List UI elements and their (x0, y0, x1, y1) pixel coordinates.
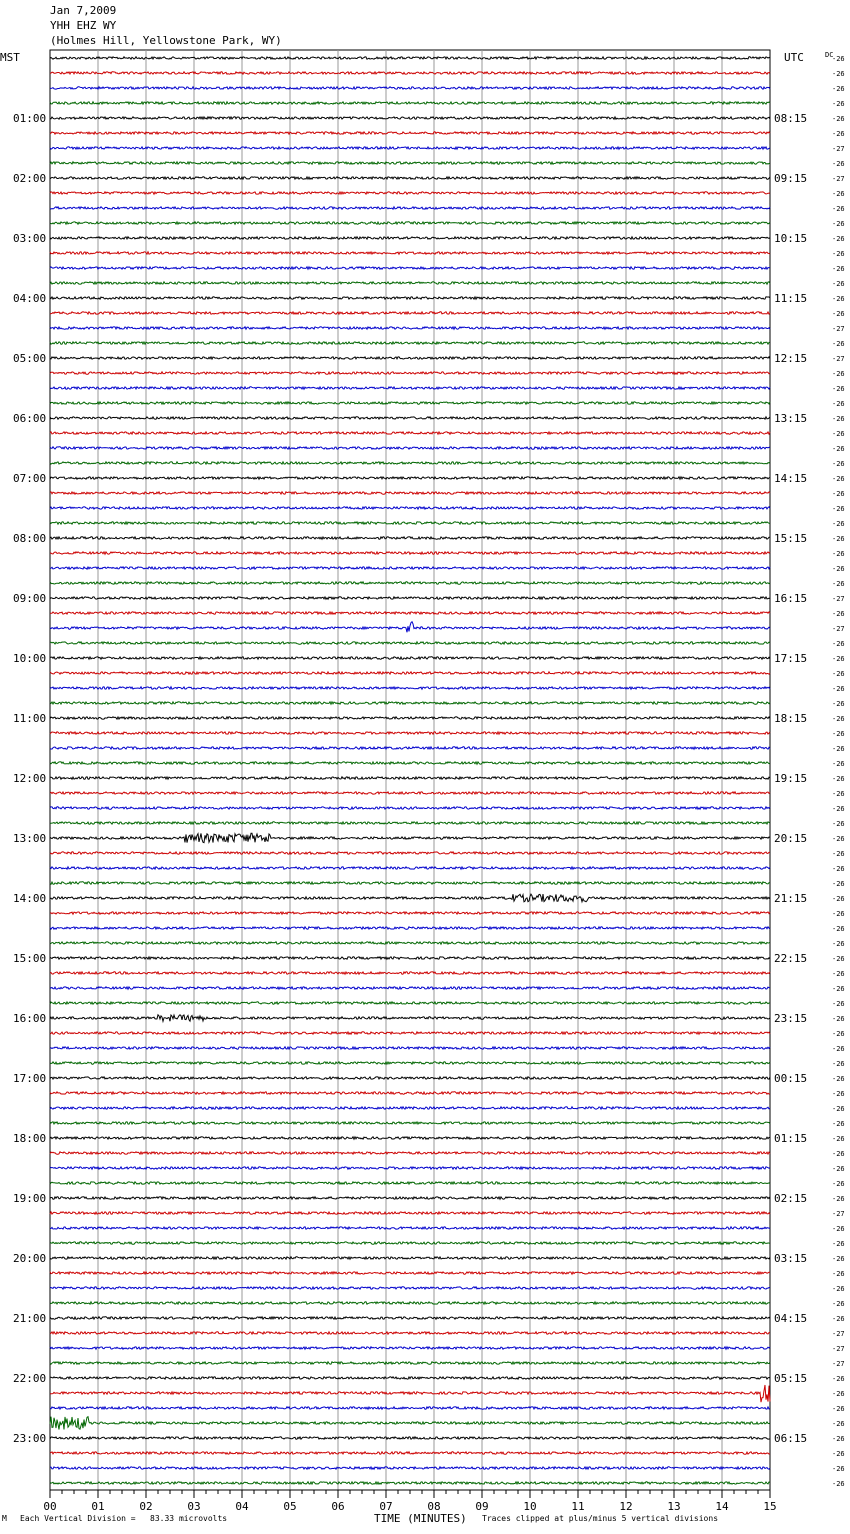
right-hour-label: 10:15 (774, 232, 808, 245)
trace-row (50, 1077, 770, 1079)
dc-offset-label: -26 (832, 250, 845, 258)
trace-row (50, 1212, 770, 1214)
trace-row (50, 1122, 770, 1124)
trace-row (50, 387, 770, 389)
dc-offset-label: -26 (832, 640, 845, 648)
dc-offset-label: -26 (832, 1165, 845, 1173)
dc-offset-label: -26 (832, 550, 845, 558)
dc-offset-label: -26 (832, 1450, 845, 1458)
dc-offset-label: -26 (832, 1180, 845, 1188)
trace-row (50, 972, 770, 974)
dc-offset-label: -26 (832, 265, 845, 273)
dc-offset-label: -26 (832, 295, 845, 303)
dc-offset-label: -26 (832, 340, 845, 348)
dc-offset-label: -26 (832, 1015, 845, 1023)
trace-row (50, 642, 770, 644)
left-hour-label: 11:00 (13, 712, 47, 725)
dc-offset-label: -26 (832, 310, 845, 318)
dc-offset-label: -26 (832, 1045, 845, 1053)
trace-row (50, 1152, 770, 1154)
trace-row (50, 1092, 770, 1094)
dc-offset-label: -27 (832, 175, 845, 183)
trace-row (50, 507, 770, 509)
header-location: (Holmes Hill, Yellowstone Park, WY) (50, 34, 282, 47)
dc-offset-label: -26 (832, 565, 845, 573)
trace-row (50, 852, 770, 854)
trace-row (50, 327, 770, 329)
dc-offset-label: -26 (832, 55, 845, 63)
trace-row (50, 702, 770, 704)
left-hour-label: 05:00 (13, 352, 47, 365)
left-hour-label: 04:00 (13, 292, 47, 305)
left-hour-label: 21:00 (13, 1312, 47, 1325)
dc-offset-label: -26 (832, 1480, 845, 1488)
dc-offset-label: -26 (832, 1090, 845, 1098)
trace-row (50, 867, 770, 869)
dc-offset-label: -26 (832, 115, 845, 123)
trace-row (50, 162, 770, 164)
left-hour-label: 18:00 (13, 1132, 47, 1145)
trace-row (50, 252, 770, 254)
trace-row (50, 102, 770, 104)
scale-note: Each Vertical Division = 83.33 microvolts (20, 1514, 228, 1523)
trace-row (50, 1015, 770, 1022)
trace-row (50, 432, 770, 434)
trace-row (50, 267, 770, 269)
trace-row (50, 687, 770, 689)
dc-offset-label: -26 (832, 805, 845, 813)
right-hour-label: 02:15 (774, 1192, 808, 1205)
trace-row (50, 492, 770, 494)
left-hour-label: 15:00 (13, 952, 47, 965)
dc-offset-label: -26 (832, 70, 845, 78)
trace-row (50, 762, 770, 764)
trace-row (50, 1272, 770, 1274)
dc-header-label: DC (825, 51, 834, 59)
trace-row (50, 177, 770, 179)
trace-row (50, 942, 770, 944)
trace-row (50, 447, 770, 449)
dc-offset-label: -26 (832, 385, 845, 393)
left-hour-label: 13:00 (13, 832, 47, 845)
header-station: YHH EHZ WY (50, 19, 117, 32)
trace-row (50, 1482, 770, 1484)
dc-offset-label: -26 (832, 1000, 845, 1008)
x-tick-label: 07 (379, 1500, 393, 1513)
dc-offset-label: -26 (832, 925, 845, 933)
trace-row (50, 132, 770, 134)
x-tick-label: 15 (763, 1500, 777, 1513)
x-axis (43, 1490, 776, 1513)
x-tick-label: 02 (139, 1500, 153, 1513)
x-tick-label: 04 (235, 1500, 249, 1513)
trace-row (50, 1377, 770, 1379)
trace-row (50, 657, 770, 659)
right-hour-label: 06:15 (774, 1432, 808, 1445)
dc-offset-label: -26 (832, 895, 845, 903)
trace-row (50, 1417, 770, 1430)
left-timezone-label: MST (0, 51, 20, 64)
trace-row (50, 1452, 770, 1454)
left-hour-label: 14:00 (13, 892, 47, 905)
dc-offset-label: -26 (832, 955, 845, 963)
trace-row (50, 792, 770, 794)
left-hour-label: 22:00 (13, 1372, 47, 1385)
dc-offset-label: -26 (832, 1120, 845, 1128)
right-hour-label: 15:15 (774, 532, 808, 545)
trace-row (50, 192, 770, 194)
dc-offset-label: -26 (832, 670, 845, 678)
dc-offset-label: -26 (832, 445, 845, 453)
dc-offset-label: -26 (832, 655, 845, 663)
dc-offset-label: -26 (832, 580, 845, 588)
dc-offset-label: -26 (832, 835, 845, 843)
dc-offset-label: -26 (832, 820, 845, 828)
left-hour-label: 20:00 (13, 1252, 47, 1265)
trace-row (50, 222, 770, 224)
dc-offset-label: -26 (832, 505, 845, 513)
trace-row (50, 372, 770, 374)
dc-offset-label: -26 (832, 490, 845, 498)
left-hour-label: 06:00 (13, 412, 47, 425)
right-hour-label: 01:15 (774, 1132, 808, 1145)
x-tick-label: 08 (427, 1500, 441, 1513)
right-hour-label: 21:15 (774, 892, 808, 905)
trace-row (50, 1032, 770, 1034)
trace-row (50, 957, 770, 959)
right-hour-label: 13:15 (774, 412, 808, 425)
trace-row (50, 1287, 770, 1289)
dc-offset-label: -27 (832, 1360, 845, 1368)
dc-offset-label: -26 (832, 745, 845, 753)
trace-row (50, 1362, 770, 1364)
dc-offset-label: -26 (832, 760, 845, 768)
left-hour-label: 07:00 (13, 472, 47, 485)
x-tick-label: 13 (667, 1500, 681, 1513)
trace-row (50, 1062, 770, 1064)
dc-offset-label: -26 (832, 1240, 845, 1248)
trace-row (50, 1047, 770, 1049)
trace-rows (50, 57, 770, 1484)
trace-row (50, 567, 770, 569)
trace-row (50, 477, 770, 479)
trace-row (50, 1257, 770, 1259)
dc-offset-label: -26 (832, 1315, 845, 1323)
trace-row (50, 912, 770, 914)
right-hour-label: 17:15 (774, 652, 808, 665)
x-tick-label: 03 (187, 1500, 201, 1513)
dc-offset-label: -26 (832, 370, 845, 378)
left-hour-label: 12:00 (13, 772, 47, 785)
trace-row (50, 552, 770, 554)
trace-row (50, 987, 770, 989)
dc-offset-label: -26 (832, 1300, 845, 1308)
left-hour-label: 09:00 (13, 592, 47, 605)
dc-offset-label: -27 (832, 355, 845, 363)
dc-offset-label: -26 (832, 1135, 845, 1143)
left-hour-label: 16:00 (13, 1012, 47, 1025)
trace-row (50, 612, 770, 614)
trace-row (50, 1467, 770, 1469)
left-hour-label: 10:00 (13, 652, 47, 665)
left-hour-label: 23:00 (13, 1432, 47, 1445)
dc-offset-label: -27 (832, 625, 845, 633)
header-date: Jan 7,2009 (50, 4, 117, 17)
right-hour-label: 14:15 (774, 472, 808, 485)
dc-offset-label: -26 (832, 1270, 845, 1278)
dc-offset-label: -26 (832, 1285, 845, 1293)
dc-offset-label: -26 (832, 910, 845, 918)
dc-offset-label: -27 (832, 145, 845, 153)
dc-offset-label: -26 (832, 280, 845, 288)
trace-row (50, 462, 770, 464)
right-timezone-label: UTC (784, 51, 804, 64)
trace-row (50, 1437, 770, 1439)
trace-row (50, 747, 770, 749)
right-hour-label: 19:15 (774, 772, 808, 785)
trace-row (50, 1302, 770, 1304)
right-hour-label: 09:15 (774, 172, 808, 185)
dc-offset-label: -26 (832, 400, 845, 408)
trace-row (50, 822, 770, 824)
dc-offset-label: -26 (832, 1060, 845, 1068)
trace-row (50, 582, 770, 584)
trace-row (50, 622, 770, 633)
dc-offset-label: -26 (832, 205, 845, 213)
trace-row (50, 72, 770, 74)
dc-offset-label: -26 (832, 1465, 845, 1473)
left-hour-label: 03:00 (13, 232, 47, 245)
clip-note: Traces clipped at plus/minus 5 vertical divisions (482, 1514, 719, 1523)
dc-offset-label: -26 (832, 880, 845, 888)
x-tick-label: 01 (91, 1500, 105, 1513)
dc-offset-label: -26 (832, 1105, 845, 1113)
trace-row (50, 1347, 770, 1349)
dc-offset-label: -26 (832, 985, 845, 993)
x-tick-label: 14 (715, 1500, 729, 1513)
trace-row (50, 537, 770, 539)
dc-offset-label: -26 (832, 940, 845, 948)
trace-row (50, 237, 770, 239)
dc-offset-label: -26 (832, 475, 845, 483)
trace-row (50, 402, 770, 404)
trace-row (50, 282, 770, 284)
dc-offset-label: -26 (832, 775, 845, 783)
dc-offset-label: -26 (832, 1375, 845, 1383)
right-hour-label: 04:15 (774, 1312, 808, 1325)
dc-offset-label: -26 (832, 850, 845, 858)
right-hour-label: 12:15 (774, 352, 808, 365)
dc-offset-label: -26 (832, 1030, 845, 1038)
trace-row (50, 57, 770, 59)
trace-row (50, 807, 770, 809)
trace-row (50, 207, 770, 209)
trace-row (50, 1167, 770, 1169)
left-hour-label: 02:00 (13, 172, 47, 185)
dc-offset-label: -26 (832, 130, 845, 138)
trace-row (50, 342, 770, 344)
trace-row (50, 927, 770, 929)
dc-offset-label: -26 (832, 865, 845, 873)
trace-row (50, 417, 770, 419)
x-tick-label: 06 (331, 1500, 345, 1513)
right-hour-label: 05:15 (774, 1372, 808, 1385)
dc-offset-label: -26 (832, 790, 845, 798)
x-tick-label: 12 (619, 1500, 633, 1513)
right-hour-label: 08:15 (774, 112, 808, 125)
left-hour-label: 19:00 (13, 1192, 47, 1205)
trace-row (50, 297, 770, 299)
right-hour-label: 18:15 (774, 712, 808, 725)
x-tick-label: 05 (283, 1500, 297, 1513)
dc-offset-label: -27 (832, 1345, 845, 1353)
dc-offset-label: -26 (832, 430, 845, 438)
right-hour-label: 03:15 (774, 1252, 808, 1265)
trace-row (50, 357, 770, 359)
dc-offset-label: -26 (832, 535, 845, 543)
dc-offset-label: -26 (832, 1225, 845, 1233)
x-tick-label: 10 (523, 1500, 537, 1513)
trace-row (50, 1137, 770, 1139)
dc-offset-label: -26 (832, 715, 845, 723)
trace-row (50, 732, 770, 734)
left-hour-label: 17:00 (13, 1072, 47, 1085)
dc-offset-label: -26 (832, 610, 845, 618)
dc-offset-label: -26 (832, 1435, 845, 1443)
trace-row (50, 1197, 770, 1199)
trace-row (50, 522, 770, 524)
trace-row (50, 1317, 770, 1319)
dc-offset-label: -26 (832, 1150, 845, 1158)
trace-row (50, 1242, 770, 1244)
dc-offset-label: -26 (832, 1075, 845, 1083)
trace-row (50, 147, 770, 149)
trace-row (50, 1407, 770, 1409)
dc-offset-label: -26 (832, 235, 845, 243)
dc-offset-label: -26 (832, 685, 845, 693)
x-tick-label: 09 (475, 1500, 489, 1513)
trace-row (50, 1182, 770, 1184)
x-tick-label: 11 (571, 1500, 585, 1513)
trace-row (50, 672, 770, 674)
dc-offset-labels (832, 55, 845, 1488)
dc-offset-label: -26 (832, 85, 845, 93)
dc-offset-label: -26 (832, 520, 845, 528)
dc-offset-label: -26 (832, 1405, 845, 1413)
trace-row (50, 1385, 770, 1402)
dc-offset-label: -26 (832, 100, 845, 108)
trace-row (50, 894, 770, 902)
dc-offset-label: -27 (832, 325, 845, 333)
dc-offset-label: -26 (832, 415, 845, 423)
trace-row (50, 833, 770, 842)
trace-row (50, 597, 770, 599)
trace-row (50, 1227, 770, 1229)
dc-offset-label: -26 (832, 1195, 845, 1203)
dc-offset-label: -27 (832, 595, 845, 603)
trace-row (50, 882, 770, 884)
left-hour-label: 08:00 (13, 532, 47, 545)
dc-offset-label: -26 (832, 970, 845, 978)
dc-offset-label: -26 (832, 1390, 845, 1398)
right-hour-label: 20:15 (774, 832, 808, 845)
dc-offset-label: -26 (832, 730, 845, 738)
dc-offset-label: -26 (832, 460, 845, 468)
x-tick-label: 00 (43, 1500, 57, 1513)
right-hour-label: 23:15 (774, 1012, 808, 1025)
dc-offset-label: -26 (832, 160, 845, 168)
dc-offset-label: -27 (832, 1330, 845, 1338)
trace-row (50, 1002, 770, 1004)
dc-offset-label: -27 (832, 1210, 845, 1218)
corner-mark: M (2, 1514, 7, 1523)
trace-row (50, 717, 770, 719)
dc-offset-label: -26 (832, 220, 845, 228)
trace-row (50, 117, 770, 119)
trace-row (50, 1332, 770, 1334)
trace-row (50, 312, 770, 314)
dc-offset-label: -26 (832, 1255, 845, 1263)
right-hour-label: 00:15 (774, 1072, 808, 1085)
dc-offset-label: -26 (832, 190, 845, 198)
trace-row (50, 87, 770, 89)
x-axis-title: TIME (MINUTES) (374, 1512, 467, 1525)
left-hour-label: 01:00 (13, 112, 47, 125)
right-hour-label: 11:15 (774, 292, 808, 305)
dc-offset-label: -26 (832, 1420, 845, 1428)
right-hour-label: 22:15 (774, 952, 808, 965)
right-hour-label: 16:15 (774, 592, 808, 605)
dc-offset-label: -26 (832, 700, 845, 708)
trace-row (50, 1107, 770, 1109)
trace-row (50, 777, 770, 779)
